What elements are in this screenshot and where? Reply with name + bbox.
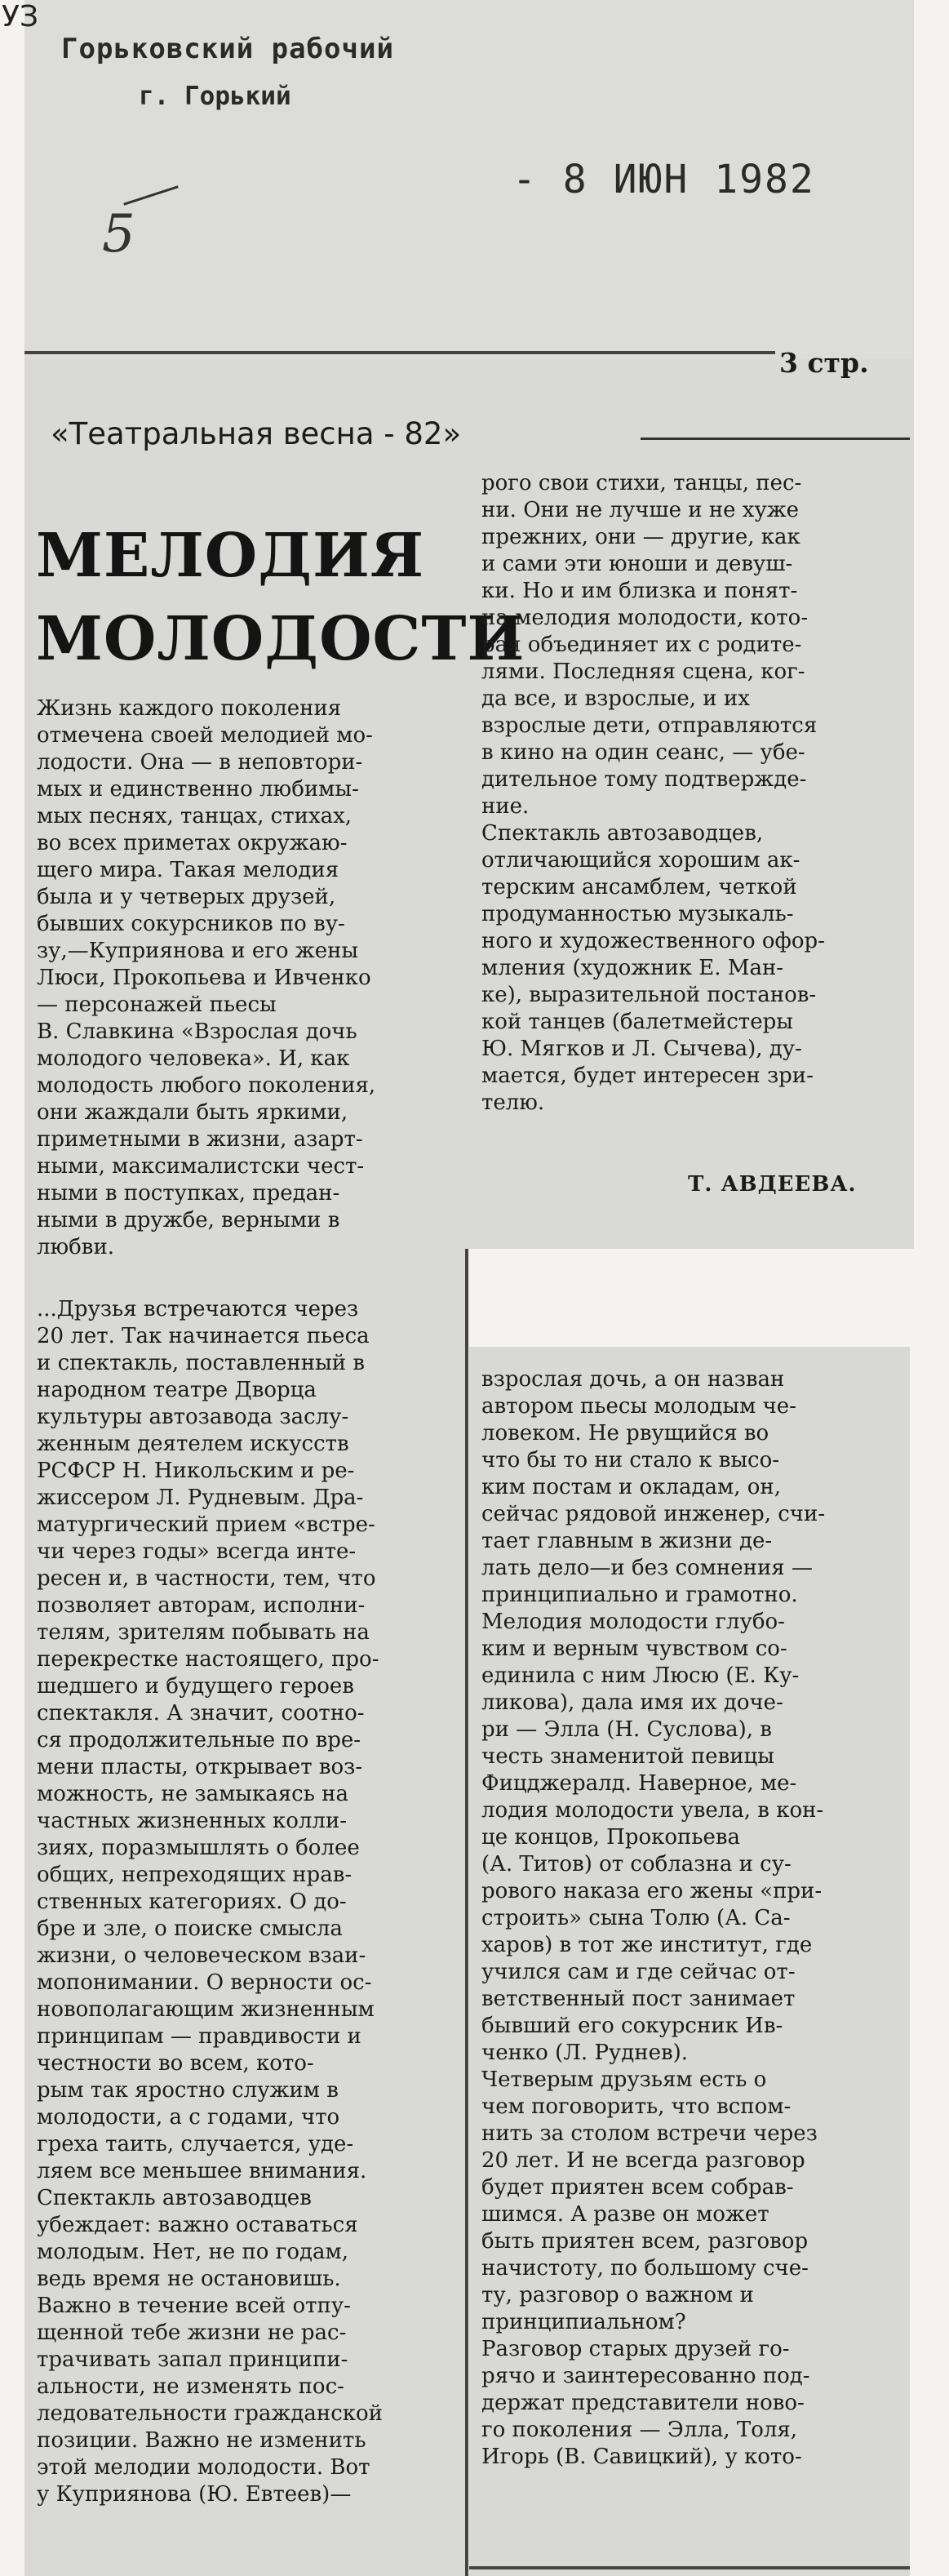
text-line: учился сам и где сейчас от- bbox=[481, 1960, 796, 1984]
column-separator bbox=[465, 1249, 468, 2576]
text-line: молодого человека». И, как bbox=[37, 1046, 350, 1071]
text-line: принципиальном? bbox=[481, 2310, 686, 2334]
text-line: бре и зле, о поиске смысла bbox=[37, 1916, 343, 1941]
text-line: рым так яростно служим в bbox=[37, 2078, 339, 2103]
text-line: чи через годы» всегда инте- bbox=[37, 1539, 357, 1564]
text-line: 20 лет. И не всегда разговор bbox=[481, 2148, 805, 2173]
text-line: общих, непреходящих нрав- bbox=[37, 1863, 353, 1887]
text-line: це концов, Прокопьева bbox=[481, 1825, 741, 1850]
text-line: ликова), дала имя их доче- bbox=[481, 1690, 783, 1715]
text-line: быть приятен всем, разговор bbox=[481, 2229, 809, 2254]
text-line: ными в дружбе, верными в bbox=[37, 1208, 340, 1232]
article-column-1-top bbox=[37, 695, 453, 1261]
text-line: строить» сына Толю (А. Са- bbox=[481, 1906, 791, 1930]
text-line: молодым. Нет, не по годам, bbox=[37, 2240, 348, 2264]
text-line: автором пьесы молодым че- bbox=[481, 1394, 796, 1419]
text-line: ветственный пост занимает bbox=[481, 1987, 796, 2011]
text-line: в кино на один сеанс, — убе- bbox=[481, 740, 805, 765]
text-line: ляем все меньшее внимания. bbox=[37, 2159, 367, 2183]
text-line: честности во всем, кото- bbox=[37, 2051, 314, 2076]
text-line: Важно в течение всей отпу- bbox=[37, 2294, 351, 2318]
text-line: рячо и заинтересованно под- bbox=[481, 2364, 810, 2388]
text-line: кой танцев (балетмейстеры bbox=[481, 1010, 793, 1034]
text-line: женным деятелем искусств bbox=[37, 1432, 349, 1456]
text-line: перекрестке настоящего, про- bbox=[37, 1647, 379, 1672]
text-line: Спектакль автозаводцев, bbox=[481, 821, 764, 846]
text-line: зиях, поразмышлять о более bbox=[37, 1836, 360, 1860]
text-line: начистоту, по большому сче- bbox=[481, 2256, 809, 2281]
text-line: шимся. А разве он может bbox=[481, 2202, 769, 2227]
text-line: у Куприянова (Ю. Евтеев)— bbox=[37, 2482, 352, 2507]
text-line: рого свои стихи, танцы, пес- bbox=[481, 471, 802, 495]
text-line: ледовательности гражданской bbox=[37, 2401, 383, 2426]
text-line: — персонажей пьесы bbox=[37, 993, 277, 1017]
text-line: лями. Последняя сцена, ког- bbox=[481, 660, 805, 684]
text-line: что бы то ни стало к высо- bbox=[481, 1448, 780, 1472]
text-line: можность, не замыкаясь на bbox=[37, 1782, 348, 1806]
text-line: ведь время не остановишь. bbox=[37, 2267, 341, 2291]
text-line: Жизнь каждого поколения bbox=[37, 696, 342, 721]
text-line: мых песнях, танцах, стихах, bbox=[37, 804, 353, 828]
text-line: на мелодия молодости, кото- bbox=[481, 606, 809, 630]
text-line: дительное тому подтвержде- bbox=[481, 767, 807, 792]
text-line: харов) в тот же институт, где bbox=[481, 1933, 813, 1957]
text-line: во всех приметах окружаю- bbox=[37, 831, 348, 855]
text-line: лодия молодости увела, в кон- bbox=[481, 1798, 824, 1823]
text-line: прежних, они — другие, как bbox=[481, 525, 800, 549]
text-line: ловеком. Не рвущийся во bbox=[481, 1421, 769, 1446]
text-line: матургический прием «встре- bbox=[37, 1512, 375, 1537]
text-line: ченко (Л. Руднев). bbox=[481, 2041, 689, 2065]
text-line: (А. Титов) от соблазна и су- bbox=[481, 1852, 792, 1876]
article-column-1-bottom bbox=[37, 1296, 453, 2508]
text-line: единила с ним Люсю (Е. Ку- bbox=[481, 1663, 800, 1688]
bottom-divider bbox=[469, 2566, 910, 2569]
text-line: ными в поступках, предан- bbox=[37, 1181, 340, 1206]
text-line: Мелодия молодости глубо- bbox=[481, 1610, 785, 1634]
text-line: культуры автозавода заслу- bbox=[37, 1405, 349, 1429]
text-line: молодости, а с годами, что bbox=[37, 2105, 340, 2130]
text-line: лать дело—и без сомнения — bbox=[481, 1556, 813, 1580]
text-line: рая объединяет их с родите- bbox=[481, 633, 802, 657]
text-line: Ю. Мягков и Л. Сычева), ду- bbox=[481, 1037, 802, 1061]
text-line: убеждает: важно оставаться bbox=[37, 2213, 358, 2237]
text-line: Люси, Прокопьева и Ивченко bbox=[37, 966, 371, 990]
text-line: ...Друзья встречаются через bbox=[37, 1297, 359, 1321]
text-line: ными, максималистски чест- bbox=[37, 1154, 365, 1179]
text-line: греха таить, случается, уде- bbox=[37, 2132, 354, 2156]
text-line: молодость любого поколения, bbox=[37, 1073, 376, 1098]
rubric-title: «Театральная весна - 82» bbox=[51, 416, 462, 451]
text-line: ственных категориях. О до- bbox=[37, 1890, 347, 1914]
text-line: В. Славкина «Взрослая дочь bbox=[37, 1019, 357, 1044]
text-line: ри — Элла (Н. Суслова), в bbox=[481, 1717, 772, 1742]
text-line: Игорь (В. Савицкий), у кото- bbox=[481, 2445, 802, 2469]
text-line: мается, будет интересен зри- bbox=[481, 1064, 814, 1088]
text-line: была и у четверых друзей, bbox=[37, 885, 336, 909]
text-line: трачивать запал принципи- bbox=[37, 2347, 348, 2372]
text-line: принципиально и грамотно. bbox=[481, 1583, 798, 1607]
page-number: 3 стр. bbox=[779, 347, 869, 379]
text-line: РСФСР Н. Никольским и ре- bbox=[37, 1459, 355, 1483]
text-line: продуманностью музыкаль- bbox=[481, 902, 794, 926]
text-line: Разговор старых друзей го- bbox=[481, 2337, 790, 2361]
text-line: щенной тебе жизни не рас- bbox=[37, 2321, 347, 2345]
text-line: новополагающим жизненным bbox=[37, 1997, 375, 2022]
text-line: будет приятен всем собрав- bbox=[481, 2175, 794, 2200]
text-line: отличающийся хорошим ак- bbox=[481, 848, 800, 873]
text-line: Спектакль автозаводцев bbox=[37, 2186, 312, 2210]
text-line: позволяет авторам, исполни- bbox=[37, 1593, 366, 1618]
text-line: чем поговорить, что вспом- bbox=[481, 2094, 792, 2119]
text-line: шедшего и будущего героев bbox=[37, 1674, 354, 1699]
text-line: телям, зрителям побывать на bbox=[37, 1620, 370, 1645]
text-line: частных жизненных колли- bbox=[37, 1809, 348, 1833]
text-line: тает главным в жизни де- bbox=[481, 1529, 773, 1553]
text-line: мени пласты, открывает воз- bbox=[37, 1755, 363, 1779]
text-line: этой мелодии молодости. Вот bbox=[37, 2455, 370, 2480]
text-line: терским ансамблем, четкой bbox=[481, 875, 797, 899]
text-line: позиции. Важно не изменить bbox=[37, 2428, 366, 2453]
newspaper-name: Горьковский рабочий bbox=[61, 33, 394, 65]
text-line: мых и единственно любимы- bbox=[37, 777, 359, 802]
text-line: го поколения — Элла, Толя, bbox=[481, 2418, 798, 2442]
newspaper-city: г. Горький bbox=[139, 82, 291, 111]
text-line: жизни, о человеческом взаи- bbox=[37, 1943, 366, 1968]
text-line: взрослая дочь, а он назван bbox=[481, 1367, 785, 1392]
text-line: сейчас рядовой инженер, счи- bbox=[481, 1502, 826, 1526]
text-line: ресен и, в частности, тем, что bbox=[37, 1566, 376, 1591]
text-line: альности, не изменять пос- bbox=[37, 2374, 344, 2399]
text-line: спектакля. А значит, соотно- bbox=[37, 1701, 365, 1725]
text-line: да все, и взрослые, и их bbox=[481, 686, 750, 711]
text-line: ние. bbox=[481, 794, 530, 819]
text-line: лодости. Она — в неповтори- bbox=[37, 750, 363, 775]
text-line: нить за столом встречи через bbox=[481, 2121, 818, 2146]
text-line: телю. bbox=[481, 1090, 545, 1115]
handwritten-number: 5 bbox=[102, 204, 135, 264]
article-column-2-bottom bbox=[481, 1366, 898, 2471]
text-line: 20 лет. Так начинается пьеса bbox=[37, 1324, 370, 1348]
headline-line: МЕЛОДИЯ bbox=[36, 521, 425, 591]
header-divider bbox=[24, 351, 775, 354]
text-line: народном театре Дворца bbox=[37, 1378, 317, 1402]
text-line: любви. bbox=[37, 1235, 115, 1259]
text-line: Фицджералд. Наверное, ме- bbox=[481, 1771, 797, 1796]
text-line: жиссером Л. Рудневым. Дра- bbox=[37, 1486, 364, 1510]
text-line: ся продолжительные по вре- bbox=[37, 1728, 361, 1752]
author-signature: Т. АВДЕЕВА. bbox=[688, 1172, 857, 1197]
text-line: зу,—Куприянова и его жены bbox=[37, 939, 359, 963]
text-line: бывших сокурсников по ву- bbox=[37, 912, 345, 936]
text-line: ким постам и окладам, он, bbox=[481, 1475, 782, 1499]
text-line: Четверым друзьям есть о bbox=[481, 2067, 767, 2092]
text-line: взрослые дети, отправляются bbox=[481, 713, 818, 738]
text-line: отмечена своей мелодией мо- bbox=[37, 723, 373, 748]
text-line: ким и верным чувством со- bbox=[481, 1637, 787, 1661]
text-line: ке), выразительной постанов- bbox=[481, 983, 817, 1007]
rubric-divider bbox=[641, 437, 910, 440]
date-stamp: - 8 ИЮН 1982 bbox=[512, 157, 815, 202]
text-line: приметными в жизни, азарт- bbox=[37, 1127, 363, 1152]
text-line: ного и художественного офор- bbox=[481, 929, 825, 953]
text-line: рового наказа его жены «при- bbox=[481, 1879, 823, 1903]
text-line: они жаждали быть яркими, bbox=[37, 1100, 348, 1125]
text-line: ни. Они не лучше и не хуже bbox=[481, 498, 800, 522]
text-line: держат представители ново- bbox=[481, 2391, 805, 2415]
text-line: мления (художник Е. Ман- bbox=[481, 956, 784, 980]
text-line: принципам — правдивости и bbox=[37, 2024, 361, 2049]
text-line: ту, разговор о важном и bbox=[481, 2283, 754, 2307]
text-line: честь знаменитой певицы bbox=[481, 1744, 774, 1769]
handwritten-corner-mark: УЗ bbox=[2, 0, 39, 33]
text-line: мопонимании. О верности ос- bbox=[37, 1970, 372, 1995]
text-line: бывший его сокурсник Ив- bbox=[481, 2014, 783, 2038]
text-line: и спектакль, поставленный в bbox=[37, 1351, 366, 1375]
text-line: щего мира. Такая мелодия bbox=[37, 858, 339, 882]
article-column-2-top bbox=[481, 470, 898, 1117]
text-line: и сами эти юноши и девуш- bbox=[481, 552, 793, 576]
headline-line: МОЛОДОСТИ bbox=[36, 604, 525, 674]
text-line: ки. Но и им близка и понят- bbox=[481, 579, 798, 603]
article-headline bbox=[36, 514, 525, 681]
